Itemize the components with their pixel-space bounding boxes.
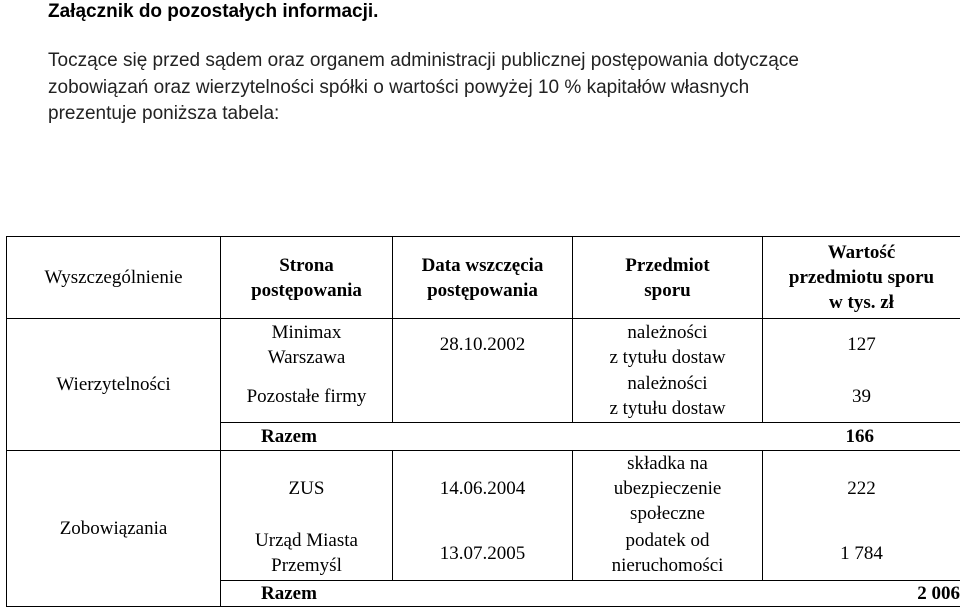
header-value: Wartość przedmiotu sporu w tys. zł xyxy=(763,237,960,319)
party-cell: Pozostałe firmy xyxy=(221,371,393,423)
total-label: Razem xyxy=(221,423,763,451)
subject-cell: składka na ubezpieczenie społeczne xyxy=(573,451,763,527)
table-row xyxy=(7,319,960,371)
date-cell: 28.10.2002 xyxy=(393,319,573,371)
value-cell: 127 xyxy=(763,319,960,371)
header-category: Wyszczególnienie xyxy=(7,237,221,319)
party-cell: Urząd Miasta Przemyśl xyxy=(221,527,393,581)
intro-line: prezentuje poniższa tabela: xyxy=(48,103,280,124)
value-cell: 39 xyxy=(763,371,960,423)
table-row xyxy=(7,451,960,527)
value-cell: 1 784 xyxy=(763,527,960,581)
header-date: Data wszczęcia postępowania xyxy=(393,237,573,319)
category-cell: Zobowiązania xyxy=(7,451,221,607)
header-subject: Przedmiot sporu xyxy=(573,237,763,319)
value-cell: 222 xyxy=(763,451,960,527)
header-party: Strona postępowania xyxy=(221,237,393,319)
document-heading: Załącznik do pozostałych informacji. xyxy=(48,1,379,22)
intro-line: Toczące się przed sądem oraz organem administracji publicznej postępowania dotyczące xyxy=(48,50,799,71)
total-value: 2 006 xyxy=(763,581,960,607)
category-cell: Wierzytelności xyxy=(7,319,221,451)
intro-line: zobowiązań oraz wierzytelności spółki o wartości powyżej 10 % kapitałów własnych xyxy=(48,76,750,98)
subject-cell: podatek od nieruchomości xyxy=(573,527,763,581)
date-cell: 13.07.2005 xyxy=(393,527,573,581)
total-label: Razem xyxy=(221,581,763,607)
party-cell: ZUS xyxy=(221,451,393,527)
date-cell xyxy=(393,371,573,423)
proceedings-table xyxy=(6,236,960,607)
date-cell: 14.06.2004 xyxy=(393,451,573,527)
table-header-row xyxy=(7,237,960,319)
intro-paragraph xyxy=(48,48,799,128)
subject-cell: należności z tytułu dostaw xyxy=(573,371,763,423)
total-value: 166 xyxy=(763,423,960,451)
subject-cell: należności z tytułu dostaw xyxy=(573,319,763,371)
party-cell: Minimax Warszawa xyxy=(221,319,393,371)
